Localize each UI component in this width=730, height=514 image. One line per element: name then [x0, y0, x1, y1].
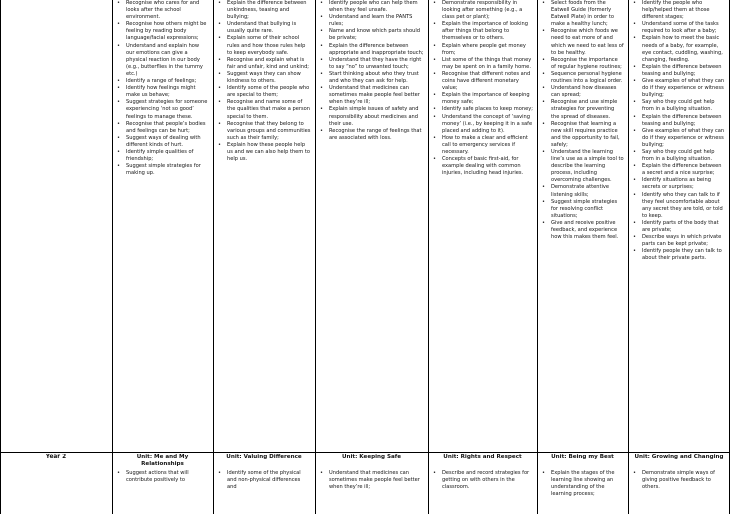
list-item: • Suggest ways they can show kindness to others. [217, 71, 311, 85]
list-item: • Identify parts of the body that are private; [632, 220, 726, 234]
unit-header: Unit: Valuing Difference [226, 454, 302, 460]
list-item: • Identify the people who help/helped them at those different stages; [632, 0, 726, 21]
list-item: • Explain the difference between unkindness, teasing and bullying; [217, 0, 311, 21]
list-item: • Understand the concept of ‘saving money’ (i.e., by keeping it in a safe placed and adding to it). [432, 114, 533, 135]
list-item: • Identify some of the physical and non-physical differences and [217, 470, 311, 491]
objective-list [541, 470, 624, 498]
list-item: • Explain the difference between teasing and bullying; [632, 64, 726, 78]
unit-header: Unit: Keeping Safe [341, 454, 401, 460]
list-item: • Recognise who cares for and looks after the school environment. [116, 0, 209, 21]
list-item: • Recognise the range of feelings that are associated with loss. [319, 128, 424, 142]
list-item: • Explain simple issues of safety and responsibility about medicines and their use. [319, 106, 424, 127]
list-item: • Understand how diseases can spread; [541, 85, 624, 99]
list-item: • Explain the difference between teasing and bullying; [632, 114, 726, 128]
table-cell [217, 470, 311, 514]
list-item: • Understand that they have the right to say “no” to unwanted touch; [319, 57, 424, 71]
table-cell [632, 470, 726, 514]
list-item: • Understand the learning line’s use as a simple tool to describe the learning process, including overcoming challenges. [541, 149, 624, 184]
list-item: • How to make a clear and efficient call to emergency services if necessary. [432, 135, 533, 156]
list-item: • Recognise the importance of regular hygiene routines; [541, 57, 624, 71]
objective-list [541, 0, 624, 241]
year-label: Year 2 [45, 454, 67, 460]
table-cell [541, 0, 624, 450]
column-divider [0, 0, 1, 514]
list-item: • Name and know which parts should be private; [319, 28, 424, 42]
table-cell [319, 0, 424, 450]
list-item: • Demonstrate attentive listening skills; [541, 184, 624, 198]
list-item: • Describe ways in which private parts can be kept private; [632, 234, 726, 248]
table-cell [432, 0, 533, 450]
list-item: • Explain some of their school rules and how those rules help to keep everybody safe. [217, 35, 311, 56]
unit-header: Unit: Growing and Changing [634, 454, 724, 460]
list-item: • Recognise that learning a new skill requires practice and the opportunity to fail, safely; [541, 121, 624, 149]
list-item: • List some of the things that money may be spent on in a family home. [432, 57, 533, 71]
objective-list [432, 470, 533, 491]
list-item: • Give examples of what they can do if they experience or witness bullying; [632, 128, 726, 149]
list-item: • Identify situations as being secrets or surprises; [632, 177, 726, 191]
table-cell [541, 470, 624, 514]
column-divider [628, 0, 629, 514]
objective-list [217, 0, 311, 163]
list-item: • Explain where people get money from; [432, 43, 533, 57]
column-divider [112, 0, 113, 514]
column-divider [428, 0, 429, 514]
unit-header: Unit: Being my Best [551, 454, 614, 460]
list-item: • Recognise that they belong to various groups and communities such as their family; [217, 121, 311, 142]
table-cell [319, 470, 424, 514]
list-item: • Understand that medicines can sometimes make people feel better when they’re ill; [319, 470, 424, 491]
list-item: • Explain how to meet the basic needs of a baby, for example, eye contact, cuddling, washing, changing, feeding. [632, 35, 726, 63]
list-item: • Identify some of the people who are special to them; [217, 85, 311, 99]
column-divider [315, 0, 316, 514]
list-item: • Give examples of what they can do if they experience or witness bullying; [632, 78, 726, 99]
list-item: • Identify safe places to keep money; [432, 106, 533, 113]
list-item: • Identify people they can talk to about their private parts. [632, 248, 726, 262]
list-item: • Explain the difference between a secret and a nice surprise; [632, 163, 726, 177]
list-item: • Identify a range of feelings; [116, 78, 209, 85]
list-item: • Suggest actions that will contribute positively to [116, 470, 209, 484]
objective-list [116, 470, 209, 484]
list-item: • Suggest ways of dealing with different kinds of hurt. [116, 135, 209, 149]
list-item: • Suggest simple strategies for resolving conflict situations; [541, 199, 624, 220]
table-cell [116, 0, 209, 450]
list-item: • Explain the stages of the learning line showing an understanding of the learning process; [541, 470, 624, 498]
table-cell [632, 0, 726, 450]
list-item: • Start thinking about who they trust and who they can ask for help. [319, 71, 424, 85]
table-cell [432, 470, 533, 514]
list-item: • Say who they could get help from in a bullying situation. [632, 99, 726, 113]
list-item: • Explain the difference between appropriate and inappropriate touch; [319, 43, 424, 57]
list-item: • Recognise that different notes and coins have different monetary value; [432, 71, 533, 92]
list-item: • Describe and record strategies for getting on with others in the classroom. [432, 470, 533, 491]
list-item: • Recognise and use simple strategies for preventing the spread of diseases. [541, 99, 624, 120]
column-divider [537, 0, 538, 514]
unit-header: Unit: Rights and Respect [443, 454, 522, 460]
list-item: • Sequence personal hygiene routines into a logical order. [541, 71, 624, 85]
list-item: • Recognise that people’s bodies and feelings can be hurt; [116, 121, 209, 135]
list-item: • Say who they could get help from in a bullying situation. [632, 149, 726, 163]
objective-list [319, 470, 424, 491]
list-item: • Explain the importance of keeping money safe; [432, 92, 533, 106]
list-item: • Explain the importance of looking after things that belong to themselves or to others. [432, 21, 533, 42]
objective-list [116, 0, 209, 177]
list-item: • Select foods from the Eatwell Guide (formerly Eatwell Plate) in order to make a healthy lunch; [541, 0, 624, 28]
list-item: • Understand some of the tasks required to look after a baby; [632, 21, 726, 35]
column-divider [213, 0, 214, 514]
objective-list [217, 470, 311, 491]
list-item: • Identify simple qualities of friendship; [116, 149, 209, 163]
row-divider [0, 452, 730, 453]
list-item: • Recognise and name some of the qualities that make a person special to them. [217, 99, 311, 120]
list-item: • Understand that medicines can sometimes make people feel better when they’re ill; [319, 85, 424, 106]
list-item: • Understand and learn the PANTS rules; [319, 14, 424, 28]
list-item: • Concepts of basic first-aid, for example dealing with common injuries, including head injuries. [432, 156, 533, 177]
objective-list [632, 0, 726, 262]
objective-list [632, 470, 726, 491]
list-item: • Recognise which foods we need to eat more of and which we need to eat less of to be healthy. [541, 28, 624, 56]
list-item: • Suggest simple strategies for making up. [116, 163, 209, 177]
list-item: • Recognise how others might be feeling by reading body language/facial expressions; [116, 21, 209, 42]
list-item: • Demonstrate simple ways of giving positive feedback to others. [632, 470, 726, 491]
list-item: • Identify people who can help them when they feel unsafe. [319, 0, 424, 14]
list-item: • Give and receive positive feedback, and experience how this makes them feel. [541, 220, 624, 241]
list-item: • Identify how feelings might make us behave; [116, 85, 209, 99]
objective-list [319, 0, 424, 142]
list-item: • Explain how these people help us and we can also help them to help us. [217, 142, 311, 163]
table-cell [116, 470, 209, 514]
objective-list [432, 0, 533, 177]
table-cell [217, 0, 311, 450]
list-item: • Identify who they can talk to if they feel uncomfortable about any secret they are told, or told to keep. [632, 192, 726, 220]
list-item: • Understand and explain how our emotions can give a physical reaction in our body (e.g., butterflies in the tummy etc.) [116, 43, 209, 78]
list-item: • Demonstrate responsibility in looking after something (e.g., a class pet or plant); [432, 0, 533, 21]
unit-header: Unit: Me and My Relationships [136, 454, 189, 468]
list-item: • Understand that bullying is usually quite rare. [217, 21, 311, 35]
list-item: • Recognise and explain what is fair and unfair, kind and unkind; [217, 57, 311, 71]
list-item: • Suggest strategies for someone experiencing ‘not so good’ feelings to manage these. [116, 99, 209, 120]
